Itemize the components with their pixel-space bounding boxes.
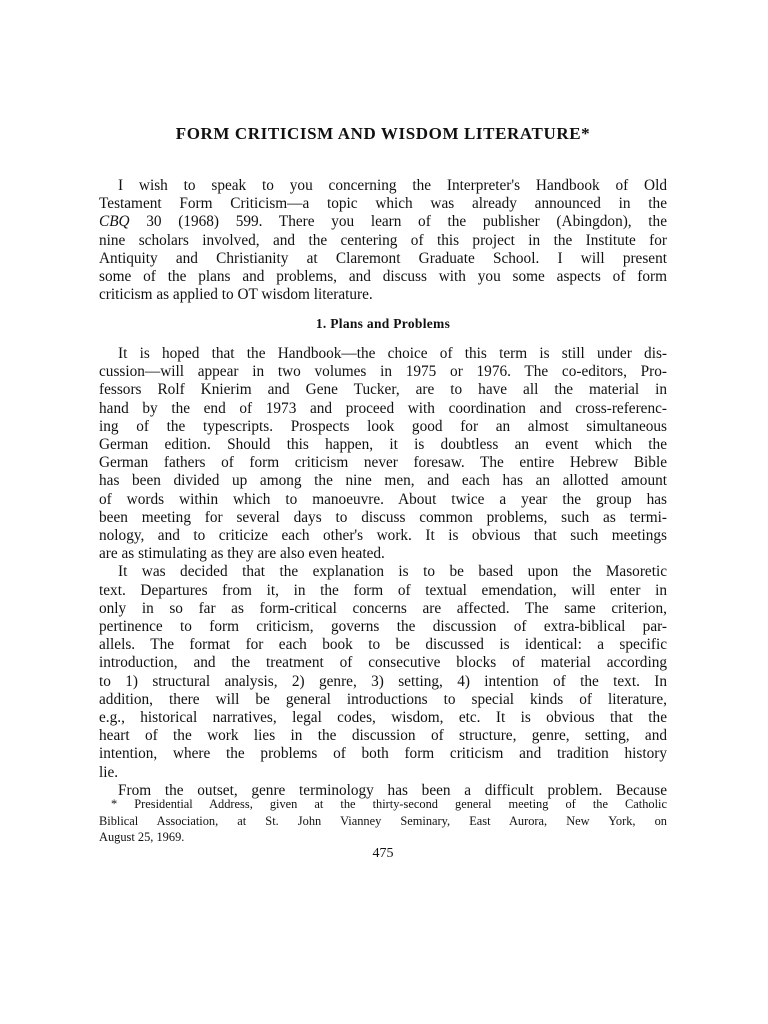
text-line: fessors Rolf Knierim and Gene Tucker, are to have all the material in bbox=[99, 381, 667, 399]
text-line: lie. bbox=[99, 763, 119, 781]
text-line: addition, there will be general introductions to special kinds of literature, bbox=[99, 690, 667, 708]
journal-abbrev: CBQ bbox=[99, 213, 130, 231]
text-line: Testament Form Criticism—a topic which was already announced in the bbox=[99, 195, 667, 213]
text-line: cussion—will appear in two volumes in 1975 or 1976. The co-editors, Pro- bbox=[99, 363, 667, 381]
text-line: nine scholars involved, and the centering of this project in the Institute for bbox=[99, 231, 667, 249]
text-line: German edition. Should this happen, it is doubtless an event which the bbox=[99, 436, 667, 454]
text-line: From the outset, genre terminology has been a difficult problem. Because bbox=[118, 781, 667, 799]
text-line: It is hoped that the Handbook—the choice of this term is still under dis- bbox=[118, 345, 667, 362]
text-line: ing of the typescripts. Prospects look good for an almost simultaneous bbox=[99, 417, 667, 435]
text-line: pertinence to form criticism, governs the discussion of extra-biblical par- bbox=[99, 618, 667, 636]
text-line: only in so far as form-critical concerns are affected. The same criterion, bbox=[99, 599, 667, 617]
text-line: text. Departures from it, in the form of textual emendation, will enter in bbox=[99, 581, 667, 599]
article-title: FORM CRITICISM AND WISDOM LITERATURE* bbox=[175, 124, 591, 143]
text-line: allels. The format for each book to be discussed is identical: a specific bbox=[99, 636, 667, 654]
text-line: been meeting for several days to discuss common problems, such as termi- bbox=[99, 508, 667, 526]
footnote-line: August 25, 1969. bbox=[99, 830, 185, 844]
text-line bbox=[99, 213, 667, 231]
text-line: nology, and to criticize each other's work. It is obvious that such meetings bbox=[99, 527, 667, 545]
text-line: are as stimulating as they are also even heated. bbox=[99, 545, 385, 563]
text-line: introduction, and the treatment of consecutive blocks of material according bbox=[99, 654, 667, 672]
footnote-line: Biblical Association, at St. John Vianney Seminary, East Aurora, New York, on bbox=[99, 813, 667, 828]
text-line: I wish to speak to you concerning the Interpreter's Handbook of Old bbox=[118, 177, 667, 194]
text-line: Antiquity and Christianity at Claremont Graduate School. I will present bbox=[99, 249, 667, 267]
text-line: has been divided up among the nine men, and each has an allotted amount bbox=[99, 472, 667, 490]
text-line: some of the plans and problems, and discuss with you some aspects of form bbox=[99, 268, 667, 286]
section-body bbox=[99, 345, 667, 800]
paragraph bbox=[99, 563, 667, 781]
text-line: criticism as applied to OT wisdom literature. bbox=[99, 286, 373, 304]
section-heading: 1. Plans and Problems bbox=[315, 316, 451, 331]
text-line: to 1) structural analysis, 2) genre, 3) setting, 4) intention of the text. In bbox=[99, 672, 667, 690]
footnote bbox=[99, 796, 667, 846]
document-page bbox=[99, 0, 667, 1024]
text-line-rest: 30 (1968) 599. There you learn of the publisher (Abingdon), the bbox=[129, 213, 667, 231]
text-line: e.g., historical narratives, legal codes, wisdom, etc. It is obvious that the bbox=[99, 709, 667, 727]
text-line: It was decided that the explanation is to be based upon the Masoretic bbox=[118, 563, 667, 581]
text-line: of words within which to manoeuvre. About twice a year the group has bbox=[99, 490, 667, 508]
page-number: 475 bbox=[372, 846, 394, 861]
text-line: German fathers of form criticism never foresaw. The entire Hebrew Bible bbox=[99, 454, 667, 472]
paragraph bbox=[99, 345, 667, 563]
intro-paragraph bbox=[99, 177, 667, 304]
text-line: intention, where the problems of both form criticism and tradition history bbox=[99, 745, 667, 763]
footnote-line: * Presidential Address, given at the thirty-second general meeting of the Catholic bbox=[111, 797, 667, 811]
text-line: heart of the work lies in the discussion of structure, genre, setting, and bbox=[99, 727, 667, 745]
text-line: hand by the end of 1973 and proceed with coordination and cross-referenc- bbox=[99, 399, 667, 417]
